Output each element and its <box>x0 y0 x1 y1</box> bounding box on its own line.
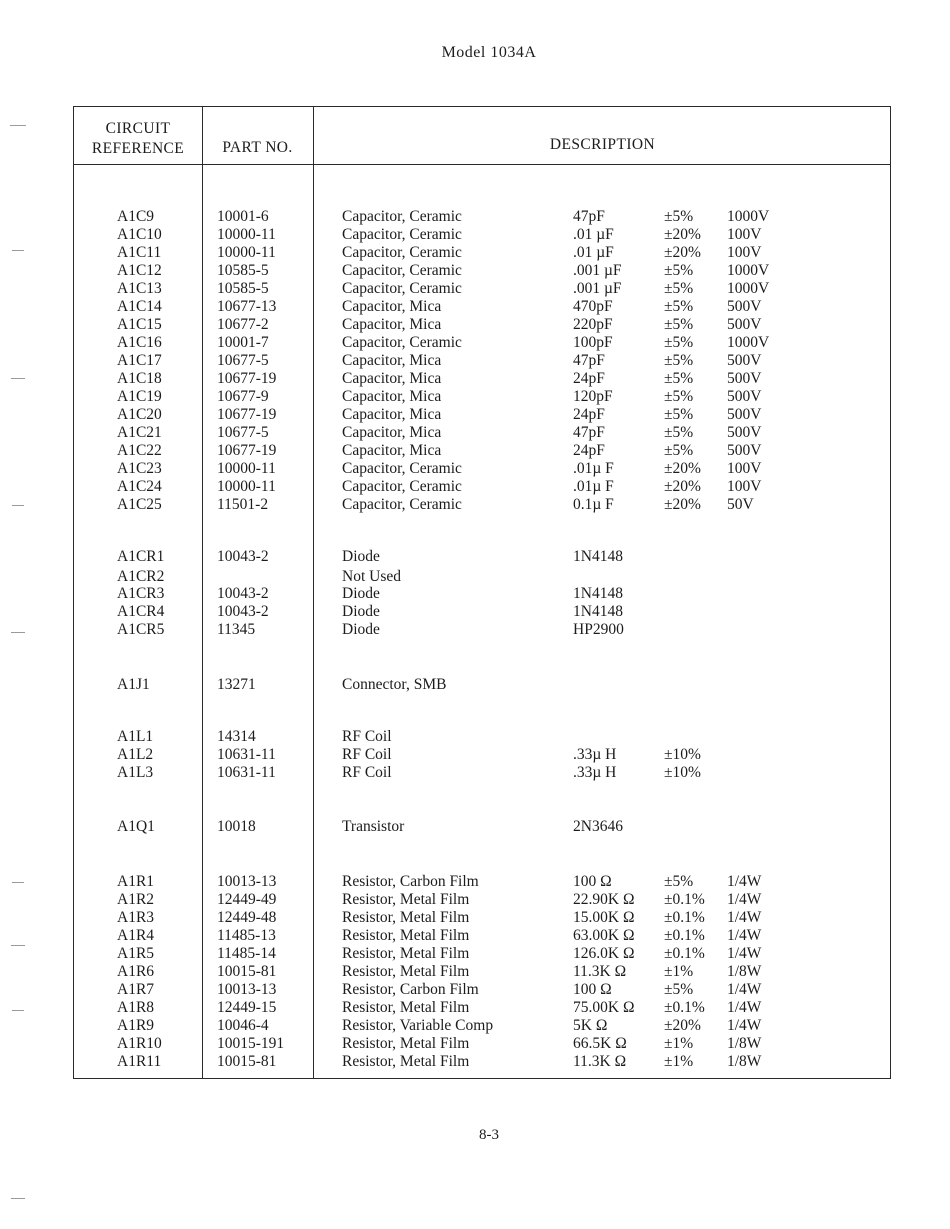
cell-part-no: 10000-11 <box>217 226 276 243</box>
cell-rating: 1000V <box>727 262 770 279</box>
cell-description: Capacitor, Mica <box>342 370 442 387</box>
cell-circuit-reference: A1R1 <box>117 873 155 890</box>
cell-value: 126.0K Ω <box>573 945 635 962</box>
cell-tolerance: ±5% <box>664 208 694 225</box>
cell-description: Capacitor, Ceramic <box>342 262 462 279</box>
cell-part-no: 11501-2 <box>217 496 269 513</box>
cell-description: Capacitor, Mica <box>342 298 442 315</box>
cell-value: 1N4148 <box>573 548 623 565</box>
cell-tolerance: ±0.1% <box>664 909 705 926</box>
table-row <box>74 424 892 442</box>
cell-description: RF Coil <box>342 764 392 781</box>
cell-circuit-reference: A1R9 <box>117 1017 155 1034</box>
cell-value: 75.00K Ω <box>573 999 635 1016</box>
cell-circuit-reference: A1J1 <box>117 676 150 693</box>
column-header-line: REFERENCE <box>91 140 185 157</box>
cell-description: Resistor, Variable Comp <box>342 1017 494 1034</box>
cell-tolerance: ±20% <box>664 460 701 477</box>
cell-description: Transistor <box>342 818 405 835</box>
cell-part-no: 10631-11 <box>217 746 276 763</box>
table-row <box>74 352 892 370</box>
cell-part-no: 10677-5 <box>217 424 269 441</box>
cell-part-no: 10018 <box>217 818 256 835</box>
cell-tolerance: ±20% <box>664 478 701 495</box>
cell-value: 220pF <box>573 316 613 333</box>
cell-circuit-reference: A1R6 <box>117 963 155 980</box>
cell-tolerance: ±5% <box>664 442 694 459</box>
table-row <box>74 909 892 927</box>
table-row <box>74 621 892 639</box>
cell-description: Capacitor, Mica <box>342 424 442 441</box>
cell-description: Capacitor, Ceramic <box>342 244 462 261</box>
table-row <box>74 676 892 694</box>
cell-tolerance: ±0.1% <box>664 891 705 908</box>
cell-description: Resistor, Metal Film <box>342 927 470 944</box>
cell-circuit-reference: A1C25 <box>117 496 162 513</box>
cell-part-no: 11485-14 <box>217 945 276 962</box>
column-header-part-no: PART NO. <box>222 139 293 156</box>
table-row <box>74 818 892 836</box>
cell-circuit-reference: A1R4 <box>117 927 155 944</box>
cell-tolerance: ±20% <box>664 1017 701 1034</box>
cell-part-no: 10000-11 <box>217 244 276 261</box>
cell-value: 120pF <box>573 388 613 405</box>
cell-rating: 1/4W <box>727 927 762 944</box>
table-row <box>74 945 892 963</box>
column-header-circuit-reference-text <box>74 119 202 159</box>
cell-circuit-reference: A1C21 <box>117 424 162 441</box>
cell-circuit-reference: A1C22 <box>117 442 162 459</box>
cell-value: 470pF <box>573 298 613 315</box>
cell-tolerance: ±5% <box>664 406 694 423</box>
cell-circuit-reference: A1CR1 <box>117 548 165 565</box>
cell-tolerance: ±0.1% <box>664 945 705 962</box>
header-divider <box>74 164 890 165</box>
cell-circuit-reference: A1R8 <box>117 999 155 1016</box>
table-row <box>74 585 892 603</box>
cell-description: RF Coil <box>342 728 392 745</box>
table-row <box>74 460 892 478</box>
cell-value: 100 Ω <box>573 981 612 998</box>
cell-rating: 500V <box>727 298 762 315</box>
cell-rating: 1/4W <box>727 873 762 890</box>
cell-description: Resistor, Metal Film <box>342 891 470 908</box>
cell-value: 66.5K Ω <box>573 1035 627 1052</box>
cell-value: 47pF <box>573 352 605 369</box>
cell-value: 22.90K Ω <box>573 891 635 908</box>
cell-part-no: 10043-2 <box>217 548 269 565</box>
cell-value: .001 µF <box>573 280 622 297</box>
cell-rating: 1000V <box>727 208 770 225</box>
cell-circuit-reference: A1R2 <box>117 891 155 908</box>
cell-description: Resistor, Metal Film <box>342 945 470 962</box>
cell-description: Capacitor, Ceramic <box>342 208 462 225</box>
cell-description: Diode <box>342 603 380 620</box>
cell-part-no: 10001-7 <box>217 334 269 351</box>
table-row <box>74 316 892 334</box>
cell-circuit-reference: A1C19 <box>117 388 162 405</box>
cell-description: Diode <box>342 548 380 565</box>
cell-part-no: 10043-2 <box>217 603 269 620</box>
cell-part-no: 10677-19 <box>217 406 277 423</box>
cell-value: 1N4148 <box>573 603 623 620</box>
cell-tolerance: ±5% <box>664 424 694 441</box>
cell-value: .01µ F <box>573 478 614 495</box>
table-row <box>74 1053 892 1071</box>
cell-part-no: 10000-11 <box>217 460 276 477</box>
cell-circuit-reference: A1C9 <box>117 208 155 225</box>
cell-tolerance: ±5% <box>664 873 694 890</box>
cell-value: HP2900 <box>573 621 624 638</box>
table-row <box>74 244 892 262</box>
cell-rating: 1/4W <box>727 945 762 962</box>
cell-description: Capacitor, Mica <box>342 352 442 369</box>
cell-part-no: 11345 <box>217 621 256 638</box>
cell-rating: 1/8W <box>727 963 762 980</box>
cell-description: Capacitor, Ceramic <box>342 280 462 297</box>
parts-list-table <box>73 106 891 1079</box>
cell-tolerance: ±20% <box>664 226 701 243</box>
cell-description: Capacitor, Mica <box>342 316 442 333</box>
cell-circuit-reference: A1L2 <box>117 746 154 763</box>
cell-tolerance: ±1% <box>664 1053 694 1070</box>
cell-tolerance: ±5% <box>664 316 694 333</box>
page-title: Model 1034A <box>441 44 537 61</box>
table-row <box>74 334 892 352</box>
cell-part-no: 10015-191 <box>217 1035 285 1052</box>
table-row <box>74 999 892 1017</box>
cell-part-no: 10013-13 <box>217 873 277 890</box>
cell-description: Capacitor, Mica <box>342 388 442 405</box>
cell-tolerance: ±5% <box>664 388 694 405</box>
cell-circuit-reference: A1CR2 <box>117 568 165 585</box>
cell-circuit-reference: A1R10 <box>117 1035 162 1052</box>
cell-description: Resistor, Carbon Film <box>342 981 479 998</box>
cell-description: Capacitor, Ceramic <box>342 226 462 243</box>
cell-value: 24pF <box>573 406 605 423</box>
cell-tolerance: ±5% <box>664 981 694 998</box>
table-row <box>74 1035 892 1053</box>
cell-value: .001 µF <box>573 262 622 279</box>
cell-circuit-reference: A1C11 <box>117 244 162 261</box>
cell-rating: 100V <box>727 226 762 243</box>
cell-tolerance: ±10% <box>664 746 701 763</box>
cell-value: 11.3K Ω <box>573 1053 627 1070</box>
cell-tolerance: ±5% <box>664 262 694 279</box>
cell-rating: 1/4W <box>727 981 762 998</box>
table-row <box>74 927 892 945</box>
cell-part-no: 10013-13 <box>217 981 277 998</box>
table-row <box>74 280 892 298</box>
cell-value: 2N3646 <box>573 818 623 835</box>
cell-value: .01 µF <box>573 226 614 243</box>
cell-tolerance: ±20% <box>664 244 701 261</box>
cell-value: 24pF <box>573 442 605 459</box>
cell-part-no: 10677-19 <box>217 442 277 459</box>
cell-value: 24pF <box>573 370 605 387</box>
cell-description: Capacitor, Ceramic <box>342 478 462 495</box>
table-row <box>74 388 892 406</box>
page-number: 8-3 <box>479 1127 499 1143</box>
cell-tolerance: ±5% <box>664 280 694 297</box>
cell-description: Capacitor, Ceramic <box>342 460 462 477</box>
cell-description: RF Coil <box>342 746 392 763</box>
cell-rating: 500V <box>727 352 762 369</box>
cell-part-no: 11485-13 <box>217 927 276 944</box>
cell-tolerance: ±5% <box>664 298 694 315</box>
cell-tolerance: ±5% <box>664 334 694 351</box>
table-row <box>74 963 892 981</box>
cell-rating: 1/4W <box>727 909 762 926</box>
table-row <box>74 603 892 621</box>
cell-value: 1N4148 <box>573 585 623 602</box>
cell-tolerance: ±1% <box>664 963 694 980</box>
cell-rating: 1/4W <box>727 1017 762 1034</box>
cell-tolerance: ±10% <box>664 764 701 781</box>
cell-circuit-reference: A1L1 <box>117 728 154 745</box>
cell-rating: 500V <box>727 370 762 387</box>
cell-tolerance: ±5% <box>664 352 694 369</box>
cell-value: 0.1µ F <box>573 496 614 513</box>
table-row <box>74 496 892 514</box>
cell-part-no: 10000-11 <box>217 478 276 495</box>
cell-rating: 500V <box>727 424 762 441</box>
cell-circuit-reference: A1R7 <box>117 981 155 998</box>
cell-rating: 500V <box>727 316 762 333</box>
cell-description: Connector, SMB <box>342 676 447 693</box>
cell-description: Capacitor, Ceramic <box>342 496 462 513</box>
cell-rating: 100V <box>727 478 762 495</box>
cell-part-no: 13271 <box>217 676 256 693</box>
cell-value: .01µ F <box>573 460 614 477</box>
table-row <box>74 981 892 999</box>
cell-circuit-reference: A1C10 <box>117 226 162 243</box>
cell-tolerance: ±0.1% <box>664 999 705 1016</box>
cell-value: .01 µF <box>573 244 614 261</box>
cell-value: 47pF <box>573 424 605 441</box>
cell-circuit-reference: A1Q1 <box>117 818 155 835</box>
table-row <box>74 891 892 909</box>
cell-value: .33µ H <box>573 764 617 781</box>
cell-circuit-reference: A1C17 <box>117 352 162 369</box>
cell-circuit-reference: A1R11 <box>117 1053 162 1070</box>
column-header-circuit-reference <box>74 119 202 159</box>
cell-description: Resistor, Metal Film <box>342 999 470 1016</box>
cell-circuit-reference: A1CR5 <box>117 621 165 638</box>
cell-part-no: 10677-9 <box>217 388 269 405</box>
table-row <box>74 406 892 424</box>
cell-rating: 500V <box>727 388 762 405</box>
cell-description: Resistor, Carbon Film <box>342 873 479 890</box>
cell-value: 47pF <box>573 208 605 225</box>
cell-circuit-reference: A1CR3 <box>117 585 165 602</box>
cell-rating: 100V <box>727 244 762 261</box>
cell-description: Resistor, Metal Film <box>342 963 470 980</box>
cell-circuit-reference: A1C13 <box>117 280 162 297</box>
cell-part-no: 10585-5 <box>217 262 269 279</box>
table-row <box>74 226 892 244</box>
cell-value: 63.00K Ω <box>573 927 635 944</box>
cell-tolerance: ±20% <box>664 496 701 513</box>
cell-part-no: 12449-15 <box>217 999 277 1016</box>
cell-circuit-reference: A1C18 <box>117 370 162 387</box>
table-row <box>74 370 892 388</box>
cell-circuit-reference: A1L3 <box>117 764 154 781</box>
cell-circuit-reference: A1C15 <box>117 316 162 333</box>
table-row <box>74 298 892 316</box>
cell-tolerance: ±1% <box>664 1035 694 1052</box>
cell-tolerance: ±5% <box>664 370 694 387</box>
cell-part-no: 10677-5 <box>217 352 269 369</box>
column-header-line: CIRCUIT <box>105 120 171 137</box>
cell-rating: 1/4W <box>727 891 762 908</box>
cell-part-no: 10015-81 <box>217 963 277 980</box>
table-row <box>74 764 892 782</box>
column-header-description: DESCRIPTION <box>549 136 656 153</box>
table-row <box>74 442 892 460</box>
cell-part-no: 10046-4 <box>217 1017 269 1034</box>
cell-description: Capacitor, Mica <box>342 442 442 459</box>
cell-description: Capacitor, Mica <box>342 406 442 423</box>
cell-description: Resistor, Metal Film <box>342 1053 470 1070</box>
cell-circuit-reference: A1C20 <box>117 406 162 423</box>
cell-part-no: 12449-48 <box>217 909 277 926</box>
cell-description: Diode <box>342 585 380 602</box>
cell-rating: 500V <box>727 406 762 423</box>
table-row <box>74 262 892 280</box>
cell-description: Resistor, Metal Film <box>342 1035 470 1052</box>
cell-description: Not Used <box>342 568 401 585</box>
cell-value: .33µ H <box>573 746 617 763</box>
cell-circuit-reference: A1CR4 <box>117 603 165 620</box>
cell-description: Diode <box>342 621 380 638</box>
cell-part-no: 10677-13 <box>217 298 277 315</box>
cell-value: 100 Ω <box>573 873 612 890</box>
cell-part-no: 10001-6 <box>217 208 269 225</box>
table-row <box>74 873 892 891</box>
cell-description: Resistor, Metal Film <box>342 909 470 926</box>
table-row <box>74 208 892 226</box>
cell-circuit-reference: A1C14 <box>117 298 162 315</box>
cell-circuit-reference: A1C24 <box>117 478 162 495</box>
cell-rating: 1000V <box>727 334 770 351</box>
cell-tolerance: ±0.1% <box>664 927 705 944</box>
cell-rating: 50V <box>727 496 754 513</box>
cell-rating: 1/8W <box>727 1053 762 1070</box>
cell-value: 100pF <box>573 334 613 351</box>
cell-value: 5K Ω <box>573 1017 608 1034</box>
cell-rating: 1/4W <box>727 999 762 1016</box>
cell-value: 11.3K Ω <box>573 963 627 980</box>
cell-rating: 1000V <box>727 280 770 297</box>
table-row <box>74 548 892 566</box>
cell-description: Capacitor, Ceramic <box>342 334 462 351</box>
cell-part-no: 10677-2 <box>217 316 269 333</box>
table-row <box>74 478 892 496</box>
table-row <box>74 1017 892 1035</box>
cell-part-no: 10015-81 <box>217 1053 277 1070</box>
cell-circuit-reference: A1R5 <box>117 945 155 962</box>
cell-value: 15.00K Ω <box>573 909 635 926</box>
cell-part-no: 10677-19 <box>217 370 277 387</box>
cell-circuit-reference: A1C23 <box>117 460 162 477</box>
table-row <box>74 568 892 586</box>
cell-rating: 100V <box>727 460 762 477</box>
cell-rating: 1/8W <box>727 1035 762 1052</box>
cell-rating: 500V <box>727 442 762 459</box>
cell-part-no: 12449-49 <box>217 891 277 908</box>
table-row <box>74 746 892 764</box>
cell-circuit-reference: A1C12 <box>117 262 162 279</box>
table-row <box>74 728 892 746</box>
cell-part-no: 14314 <box>217 728 256 745</box>
cell-part-no: 10043-2 <box>217 585 269 602</box>
cell-part-no: 10585-5 <box>217 280 269 297</box>
cell-circuit-reference: A1R3 <box>117 909 155 926</box>
cell-circuit-reference: A1C16 <box>117 334 162 351</box>
cell-part-no: 10631-11 <box>217 764 276 781</box>
